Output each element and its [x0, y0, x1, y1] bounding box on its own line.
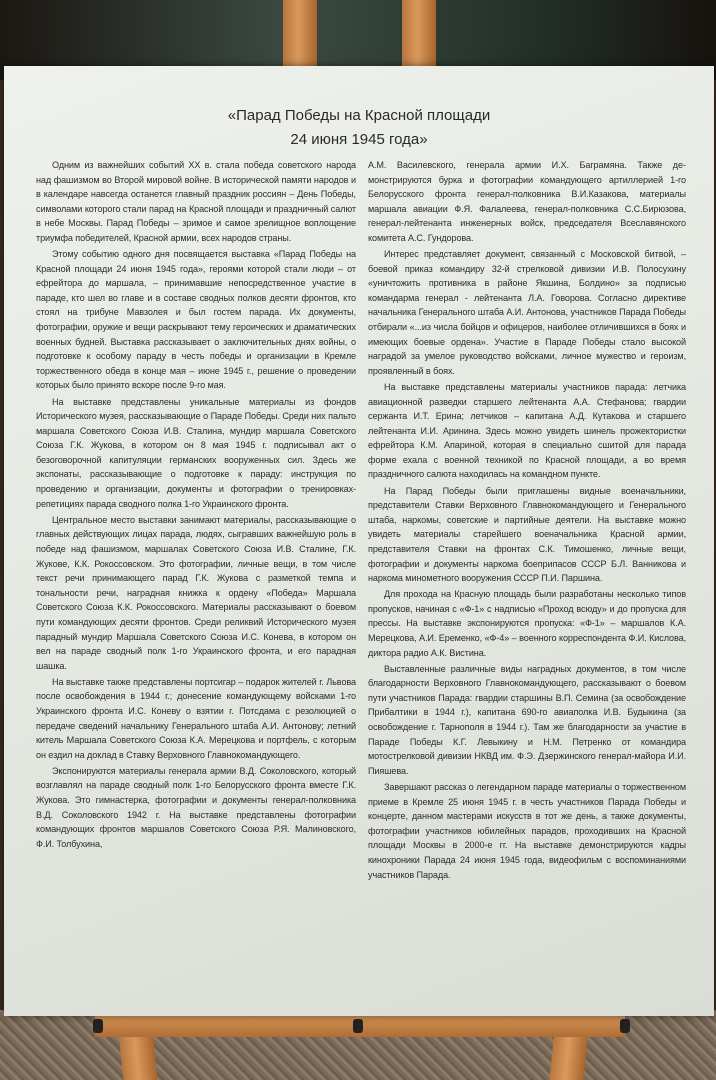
title-line-2: 24 июня 1945 года»	[290, 131, 428, 148]
paragraph: Интерес представляет документ, связанный с Московской битвой, – боевой приказ командиру 32-й стрелковой дивизии И.В. Полосухину «уничтожить противника в районе Якшина, Болдино» за подписью командарма генерал - лейтенанта Л.А. Говорова. Согласно директиве начальника Генерального штаба А.И. Антонова, участников Парада Победы отбирали «...из числа бойцов и офицеров, наиболее отличившихся в боях и имеющих боевые ордена». Участие в Параде Победы стало высокой наградой за умелое руководство войсками, личное мужество и героизм, проявленный в боях.	[368, 249, 686, 376]
paragraph: Центральное место выставки занимают материалы, рассказывающие о главных действующих лицах парада, людях, сыгравших важнейшую роль в победе над фашизмом, маршалах Советского Союза И.В. Сталине, Г.К. Жукове, К.К. Рокоссовском. Это фотографии, личные вещи, в том числе текст речи принимающего парад Г.К. Жукова с разметкой темпа и тональности речи, наградная книжка к ордену «Победа» Маршала Советского Союза К.К. Рокоссовского. Материалы рассказывают о боевом пути командующих десяти фронтов. Среди реликвий Исторического музея парадный мундир Маршала Советского Союза И.С. Конева, в котором он вел на параде сводный полк 1-го Украинского фронта, и его парадная шашка.	[36, 514, 356, 671]
paragraph: Этому событию одного дня посвящается выставка «Парад Победы на Красной площади 24 июня 1945 года», героями которой стали люди – от ефрейтора до маршала, – принимавшие непосредственное участие в параде, кто шел во главе и в составе сводных полков десяти фронтов, кто стоял на трибуне Мавзолея и был гостем парада. Их документы, фотографии, оружие и вещи раскрывают тему героических и драматических военных будней. Выставка рассказывает о заключительных днях войны, о подготовке к особому параду в честь победы и организации в Кремле торжественного обеда в конце мая – июне 1945 г., решение о проведении которых было принято вскоре после 9-го мая.	[36, 249, 356, 391]
paragraph: Одним из важнейших событий XX в. стала победа советского народа над фашизмом во Второй мировой войне. В исторической памяти народов и в календаре навсегда останется главный праздник россиян – День Победы, символами которого стали парад на Красной площади и праздничный салют в небе Москвы. Парад Победы – зримое и самое зрелищное воплощение триумфа победителей, Красной армии, всех народов страны.	[36, 160, 356, 243]
easel-bolt	[93, 1019, 103, 1033]
easel-leg-top-left	[283, 0, 317, 74]
easel-bolt	[353, 1019, 363, 1033]
title-line-1: «Парад Победы на Красной площади	[227, 107, 491, 124]
text-column-right	[368, 158, 686, 884]
paragraph: Экспонируются материалы генерала армии В.Д. Соколовского, который возглавлял на параде сводный полк 1-го Белорусского фронта вместе Г.К. Жукова. Это гимнастерка, фотографии и документы генерал-полковника В.Д. Соколовского 1942 г. На выставке представлены фотографии командующих фронтов маршалов Советского Союза Р.Я. Малиновского, Ф.И. Толбухина,	[36, 765, 356, 849]
paragraph: Завершают рассказ о легендарном параде материалы о торжественном приеме в Кремле 25 июня 1945 г. в честь участников Парада Победы и концерте, данном мастерами искусств в тот же день, а также документы, фотографии участников юбилейных парадов, проходивших на Красной площади Москвы в 2000-е гг. На выставке демонстрируются кадры кинохроники Парада 24 июня 1945 года, видеофильм с воспоминаниями участников Парада.	[368, 781, 686, 880]
paragraph: Для прохода на Красную площадь были разработаны несколько типов пропусков, начиная с «Ф-1» с надписью «Проход всюду» и до пропуска для прессы. На выставке экспонируются пропуска: «Ф-1» – маршалов К.А. Мерецкова, А.И. Еременко, «Ф-4» – военного корреспондента Ф.И. Кислова, диктора радио А.К. Вистина.	[368, 589, 686, 658]
text-column-left	[36, 158, 356, 853]
easel-bolt	[620, 1019, 630, 1033]
paragraph: Выставленные различные виды наградных документов, в том числе благодарности Верховного Главнокомандующего, рассказывают о боевом пути участников Парада: гвардии старшины В.П. Семина (за освобождение Прибалтики в 1944 г.), капитана 690-го авиаполка И.В. Будыкина (за освобождение г. Тарнополя в 1944 г.). Там же благодарности за участие в Параде Победы К.Г. Левыкину и Н.М. Петренко от командира мотострелковой дивизии НКВД им. Ф.Э. Дзержинского генерал-майора И.И. Пияшева.	[368, 663, 686, 776]
easel-leg-top-right	[402, 0, 436, 74]
paragraph: На выставке представлены материалы участников парада: летчика авиационной разведки старшего лейтенанта А.А. Стефанова; гвардии сержанта И.Т. Ерина; летчиков – капитана А.Д. Кутакова и старшего лейтенанта И.И. Аринина. Здесь можно увидеть шинель прожектористки ефрейтора К.М. Апариной, которая в специально сшитой для парада форме ехала с военной техникой по Красной площади, а во время праздничного салюта находилась на командном пункте.	[368, 381, 686, 480]
paragraph: А.М. Василевского, генерала армии И.Х. Баграмяна. Также демонстрируются бурка и фотографии командующего артиллерией 1-го Белорусского фронта генерал-полковника В.И.Казакова, материалы маршала авиации Ф.Я. Фалалеева, генерал-полковника С.С.Бирюзова, генерал-лейтенанта инженерных войск, председателя Всеславянского комитета А.С. Гундорова.	[368, 160, 686, 243]
paragraph: На выставке также представлены портсигар – подарок жителей г. Львова после освобождения в 1944 г.; донесение командующему войсками 1-го Украинского фронта И.С. Коневу о взятии г. Потсдама с резолюцией о передаче сведений начальнику Генерального штаба А.И. Антонову; летний китель Маршала Советского Союза К.А. Мерецкова и портфель, с которым он ездил на доклад в Ставку Верховного Главнокомандующего.	[36, 676, 356, 760]
board-title	[4, 104, 714, 152]
paragraph: На Парад Победы были приглашены видные военачальники, представители Ставки Верховного Главнокомандующего и Генерального штаба, наркомы, советские и партийные деятели. На выставке можно увидеть материалы старейшего военачальника Красной армии, представителя Ставки на фронтах С.К. Тимошенко, личные вещи, фотографии и документы наркома боеприпасов СССР Б.Л. Ванникова и наркома минометного вооружения СССР П.И. Паршина.	[368, 485, 686, 584]
exhibition-board	[4, 66, 714, 1016]
paragraph: На выставке представлены уникальные материалы из фондов Исторического музея, рассказывающие о Параде Победы. Среди них пальто маршала Советского Союза И.В. Сталина, мундир маршала Советского Союза Г.К. Жукова, в котором он 8 мая 1945 г. подписывал акт о безоговорочной капитуляции германских вооруженных сил. Здесь же экспонаты, рассказывающие о подготовке к параду: инструкция по проведению и организации, документы и фотографии о тренировках-репетициях парада сводного полка 1-го Украинского фронта.	[36, 396, 356, 509]
